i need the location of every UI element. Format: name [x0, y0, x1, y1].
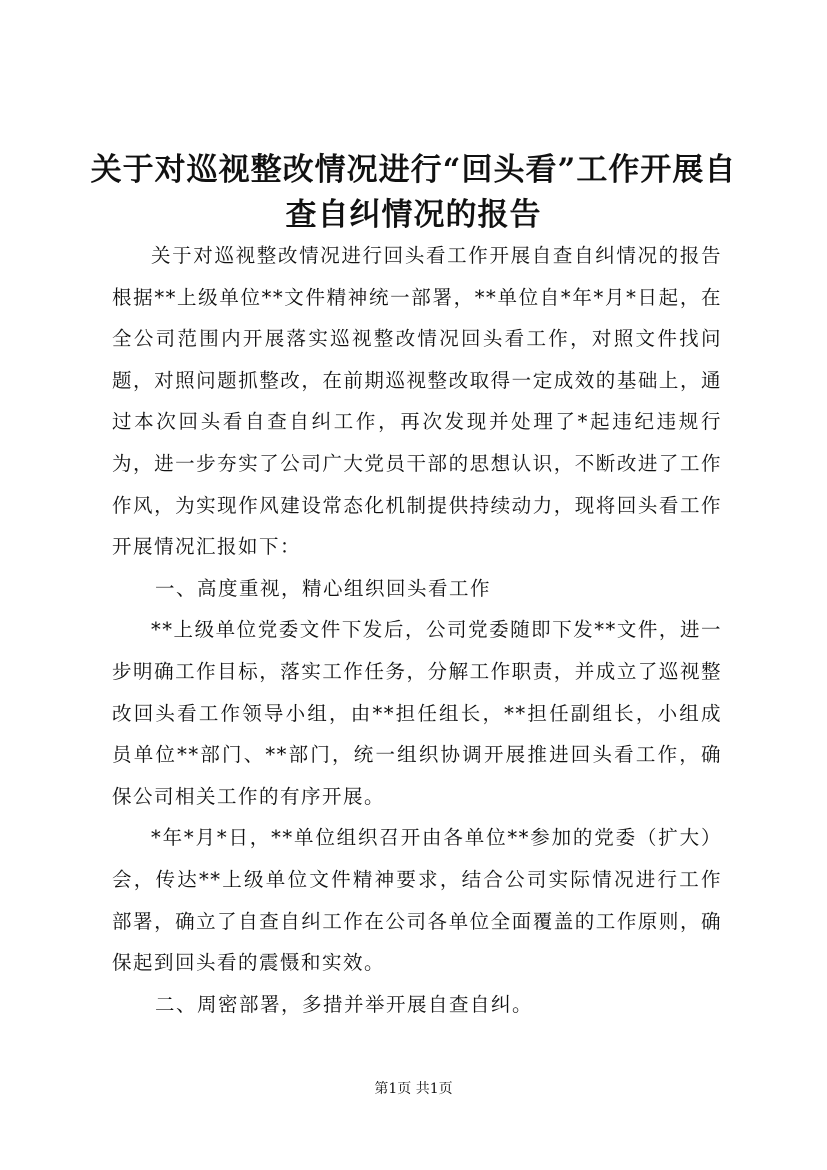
section-heading-2: 二、周密部署，多措并举开展自查自纠。 — [155, 992, 534, 1016]
intro-paragraph: 关于对巡视整改情况进行回头看工作开展自查自纠情况的报告根据**上级单位**文件精神统一部署，**单位自*年*月*日起，在全公司范围内开展落实巡视整改情况回头看工作，对照文件找问题，对照问题抓整改，在前期巡视整改取得一定成效的基础上，通过本次回头看自查自纠工作，再次发现并处理了*起违纪违规行为，进一步夯实了公司广大党员干部的思想认识，不断改进了工作作风，为实现作风建设常态化机制提供持续动力，现将回头看工作开展情况汇报如下： — [112, 244, 722, 559]
document-body — [112, 235, 722, 1025]
body-paragraph: **上级单位党委文件下发后，公司党委随即下发**文件，进一步明确工作目标，落实工作任务，分解工作职责，并成立了巡视整改回头看工作领导小组，由**担任组长，**担任副组长，小组成员单位**部门、**部门，统一组织协调开展推进回头看工作，确保公司相关工作的有序开展。 — [112, 618, 722, 808]
page-footer: 第1页 共1页 — [374, 1081, 453, 1097]
section-heading-1: 一、高度重视，精心组织回头看工作 — [155, 576, 492, 600]
document-title: 关于对巡视整改情况进行“回头看”工作开展自查自纠情况的报告 — [90, 152, 737, 233]
body-paragraph: *年*月*日，**单位组织召开由各单位**参加的党委（扩大）会，传达**上级单位文件精神要求，结合公司实际情况进行工作部署，确立了自查自纠工作在公司各单位全面覆盖的工作原则，确保起到回头看的震慑和实效。 — [112, 826, 722, 975]
